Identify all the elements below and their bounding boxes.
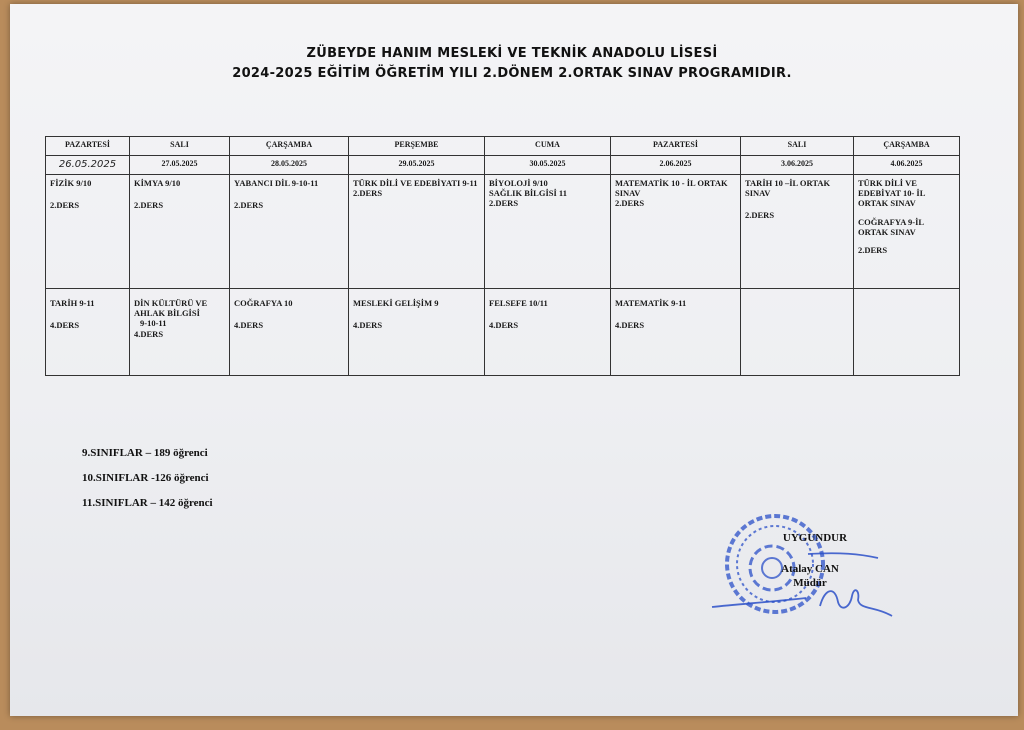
exam-subject-2: SAĞLIK BİLGİSİ 11 [489,188,567,199]
exam-period: 4.DERS [489,320,519,331]
exam-cell [349,175,485,289]
exam-cell [130,289,230,376]
handwritten-date: 26.05.2025 [58,159,117,170]
day-header: PAZARTESİ [611,137,741,156]
exam-subject: MATEMATİK 9-11 [615,298,687,308]
schedule-title: 2024-2025 EĞİTİM ÖĞRETİM YILI 2.DÖNEM 2.ORTAK SINAV PROGRAMIDIR. [232,66,792,81]
date-cell: 29.05.2025 [349,156,485,175]
date-cell: 4.06.2025 [854,156,960,175]
exam-cell [46,175,130,289]
exam-cell [611,175,741,289]
exam-cell [485,175,611,289]
exam-subject: TÜRK DİLİ VE EDEBİYATI 9-11 [353,178,478,188]
count-10th-grade: 10.SINIFLAR -126 öğrenci [82,472,209,484]
exam-subject: TÜRK DİLİ VE EDEBİYAT 10- İL ORTAK SINAV [858,178,925,209]
date-cell: 30.05.2025 [485,156,611,175]
school-name-title: ZÜBEYDE HANIM MESLEKİ VE TEKNİK ANADOLU LİSESİ [306,46,718,61]
exam-cell [611,289,741,376]
exam-cell-empty [741,289,854,376]
exam-cell [349,289,485,376]
exam-cell [230,175,349,289]
exam-period: 4.DERS [353,320,383,331]
count-9th-grade: 9.SINIFLAR – 189 öğrenci [82,447,208,459]
day-header: PERŞEMBE [349,137,485,156]
day-header: SALI [741,137,854,156]
exam-period: 4.DERS [234,320,264,331]
exam-subject: TARİH 10 –İL ORTAK SINAV [745,178,831,199]
date-cell: 3.06.2025 [741,156,854,175]
exam-subject: YABANCI DİL 9-10-11 [234,178,319,188]
exam-subject: FİZİK 9/10 [50,178,92,188]
exam-cell [485,289,611,376]
exam-subject: COĞRAFYA 10 [234,298,293,308]
day-header: PAZARTESİ [46,137,130,156]
date-row [46,156,960,175]
exam-subject: KİMYA 9/10 [134,178,181,188]
exam-cell [854,175,960,289]
exam-period: 2.DERS [353,188,383,199]
exam-period: 2.DERS [134,200,164,211]
day-header-row [46,137,960,156]
exam-subject: MESLEKİ GELİŞİM 9 [353,298,439,308]
exam-period: 2.DERS [615,198,645,209]
principal-name: Atalay CAN [781,563,839,575]
exam-subject-2: 9-10-11 [140,318,167,329]
day-header: SALI [130,137,230,156]
exam-row-4th-period [46,289,960,376]
exam-period: 4.DERS [50,320,80,331]
exam-cell [46,289,130,376]
exam-cell [741,175,854,289]
exam-cell [130,175,230,289]
date-cell-handwritten [46,156,130,175]
principal-title: Müdür [793,577,827,589]
day-header: CUMA [485,137,611,156]
approval-status: UYGUNDUR [782,532,848,544]
exam-period: 2.DERS [50,200,80,211]
date-cell: 28.05.2025 [230,156,349,175]
exam-subject: BİYOLOJİ 9/10 [489,178,548,188]
exam-row-2nd-period [46,175,960,289]
exam-period: 4.DERS [615,320,645,331]
exam-period: 4.DERS [134,328,164,339]
count-11th-grade: 11.SINIFLAR – 142 öğrenci [82,497,213,509]
exam-period: 2.DERS [745,210,775,221]
exam-subject: TARİH 9-11 [50,298,95,308]
exam-subject: FELSEFE 10/11 [489,298,548,308]
exam-cell [230,289,349,376]
day-header: ÇARŞAMBA [854,137,960,156]
exam-cell-empty [854,289,960,376]
student-counts [82,447,213,522]
exam-subject-2: COĞRAFYA 9-İL ORTAK SINAV [858,216,924,237]
exam-schedule-table [45,136,960,376]
day-header: ÇARŞAMBA [230,137,349,156]
exam-period: 2.DERS [858,244,888,255]
exam-period: 2.DERS [234,200,264,211]
exam-period: 2.DERS [489,198,519,209]
exam-subject: DİN KÜLTÜRÜ VE AHLAK BİLGİSİ [134,298,208,319]
date-cell: 2.06.2025 [611,156,741,175]
date-cell: 27.05.2025 [130,156,230,175]
exam-subject: MATEMATİK 10 - İL ORTAK SINAV [615,178,728,199]
